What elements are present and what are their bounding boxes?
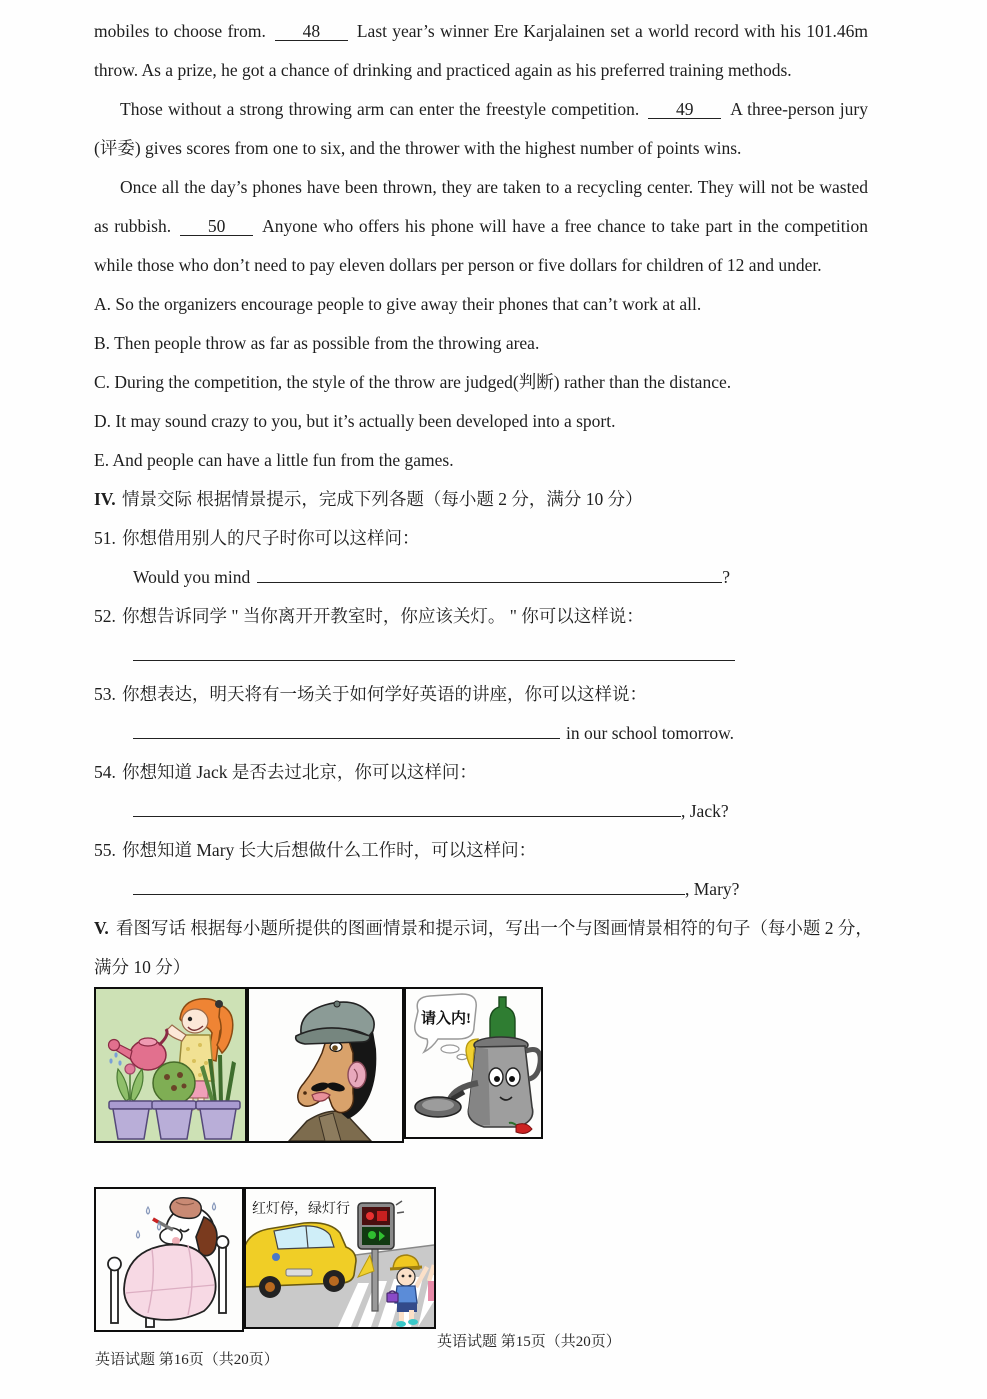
item-55-answer bbox=[94, 870, 868, 909]
item-52-answer bbox=[94, 636, 868, 675]
cloze-blank-50: 50 bbox=[180, 217, 253, 236]
passage-line bbox=[94, 246, 868, 285]
answer-post: ? bbox=[722, 567, 730, 587]
passage-line bbox=[94, 90, 868, 129]
answer-blank-54 bbox=[133, 798, 681, 817]
option-e bbox=[94, 441, 868, 480]
man-with-cap-illustration bbox=[249, 989, 402, 1141]
picture-2-man-with-cap bbox=[247, 987, 404, 1143]
item-54-prompt bbox=[94, 753, 868, 792]
section4-heading bbox=[94, 480, 868, 519]
answer-post: , Jack? bbox=[681, 801, 729, 821]
section4-label: IV. bbox=[94, 489, 116, 509]
answer-blank-53 bbox=[133, 720, 560, 739]
picture-1-girl-watering-plants bbox=[94, 987, 247, 1143]
passage-text: (评委) gives scores from one to six, and the thrower with the highest number of points wins. bbox=[94, 138, 742, 158]
prompt-text: 你想知道 Mary 长大后想做什么工作时，可以这样问： bbox=[122, 840, 537, 860]
section5-label: V. bbox=[94, 918, 109, 938]
item-number: 54. bbox=[94, 762, 116, 782]
item-number: 52. bbox=[94, 606, 116, 626]
girl-watering-plants-illustration bbox=[96, 989, 245, 1141]
passage-line bbox=[94, 12, 868, 51]
item-number: 55. bbox=[94, 840, 116, 860]
passage-text: Once all the day’s phones have been thrown, they are taken to a recycling center. They will not be wasted bbox=[120, 177, 868, 197]
item-51-answer bbox=[94, 558, 868, 597]
answer-blank-52 bbox=[133, 642, 735, 661]
prompt-text: 你想告诉同学 " 当你离开开教室时，你应该关灯。 " 你可以这样说： bbox=[122, 606, 644, 626]
passage-text: as rubbish. bbox=[94, 216, 172, 236]
answer-blank-51 bbox=[257, 564, 722, 583]
answer-blank-55 bbox=[133, 876, 685, 895]
sick-dog-in-bed-illustration bbox=[96, 1189, 242, 1330]
passage-text: Those without a strong throwing arm can enter the freestyle competition. bbox=[120, 99, 640, 119]
section5-heading-line2 bbox=[94, 948, 868, 987]
prompt-text: 你想知道 Jack 是否去过北京，你可以这样问： bbox=[122, 762, 477, 782]
passage-text: A three-person jury bbox=[730, 99, 868, 119]
picture-row-1 bbox=[94, 987, 868, 1143]
passage-text: mobiles to choose from. bbox=[94, 21, 266, 41]
option-text: D. It may sound crazy to you, but it’s actually been developed into a sport. bbox=[94, 411, 616, 431]
picture-row-2 bbox=[94, 1187, 868, 1332]
option-text: A. So the organizers encourage people to give away their phones that can’t work at all. bbox=[94, 294, 702, 314]
picture-3-bin-please-enter bbox=[404, 987, 543, 1139]
section4-title: 情景交际 根据情景提示，完成下列各题（每小题 2 分，满分 10 分） bbox=[122, 489, 643, 509]
option-c bbox=[94, 363, 868, 402]
page-16-footer: 英语试题 第16页（共20页） bbox=[95, 1352, 279, 1368]
bubble-text: 请入内! bbox=[421, 1011, 471, 1027]
answer-post: in our school tomorrow. bbox=[566, 723, 735, 743]
item-53-prompt bbox=[94, 675, 868, 714]
traffic-crossing-illustration bbox=[246, 1189, 434, 1327]
answer-post: , Mary? bbox=[685, 879, 740, 899]
bin-please-enter-illustration bbox=[406, 989, 541, 1137]
item-54-answer bbox=[94, 792, 868, 831]
section5-title-cont: 满分 10 分） bbox=[94, 957, 191, 977]
option-text: B. Then people throw as far as possible from the throwing area. bbox=[94, 333, 540, 353]
prompt-text: 你想表达，明天将有一场关于如何学好英语的讲座，你可以这样说： bbox=[122, 684, 647, 704]
section5-title: 看图写话 根据每小题所提供的图画情景和提示词，写出一个与图画情景相符的句子（每小题 2 分， bbox=[116, 918, 873, 938]
picture-5-traffic-crossing bbox=[244, 1187, 436, 1329]
passage-line bbox=[94, 168, 868, 207]
option-text: E. And people can have a little fun from the games. bbox=[94, 450, 454, 470]
cloze-blank-49: 49 bbox=[648, 100, 721, 119]
section5-heading-line1 bbox=[94, 909, 873, 948]
item-55-prompt bbox=[94, 831, 868, 870]
option-d bbox=[94, 402, 868, 441]
option-a bbox=[94, 285, 868, 324]
item-53-answer bbox=[94, 714, 868, 753]
page-15-footer: 英语试题 第15页（共20页） bbox=[437, 1334, 621, 1350]
passage-line bbox=[94, 129, 868, 168]
passage-line bbox=[94, 207, 868, 246]
item-number: 53. bbox=[94, 684, 116, 704]
passage-text: Last year’s winner Ere Karjalainen set a world record with his 101.46m bbox=[356, 21, 868, 41]
item-52-prompt bbox=[94, 597, 868, 636]
item-51-prompt bbox=[94, 519, 868, 558]
answer-pre: Would you mind bbox=[133, 567, 251, 587]
option-b bbox=[94, 324, 868, 363]
passage-text: Anyone who offers his phone will have a free chance to take part in the competition bbox=[262, 216, 868, 236]
prompt-text: 你想借用别人的尺子时你可以这样问： bbox=[122, 528, 420, 548]
item-number: 51. bbox=[94, 528, 116, 548]
passage-text: while those who don’t need to pay eleven dollars per person or five dollars for children of 12 and under. bbox=[94, 255, 822, 275]
picture-4-sick-dog-in-bed bbox=[94, 1187, 244, 1332]
cloze-blank-48: 48 bbox=[275, 22, 348, 41]
option-text: C. During the competition, the style of the throw are judged(判断) rather than the distance. bbox=[94, 372, 732, 392]
passage-line bbox=[94, 51, 868, 90]
traffic-caption-text: 红灯停，绿灯行 bbox=[252, 1202, 350, 1217]
passage-text: throw. As a prize, he got a chance of drinking and practiced again as his preferred training methods. bbox=[94, 60, 792, 80]
